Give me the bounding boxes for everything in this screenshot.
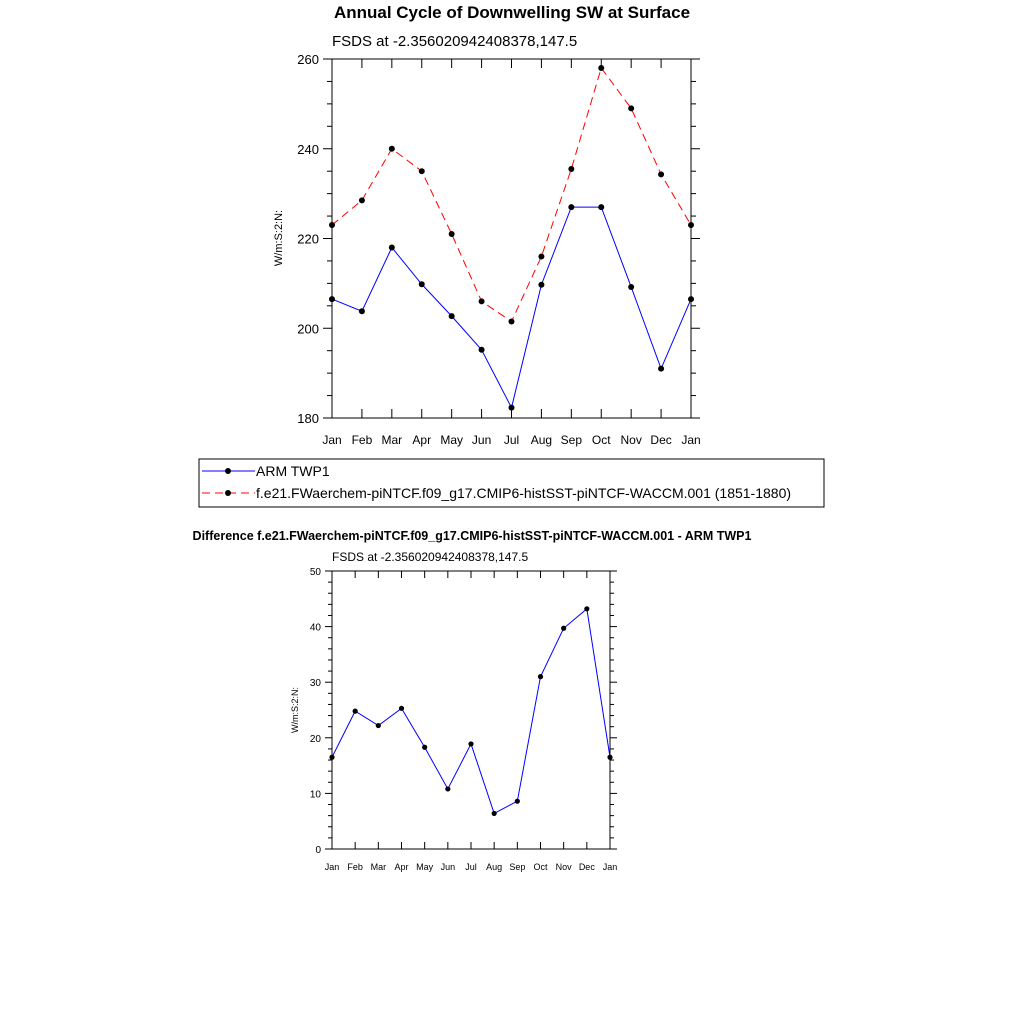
chart1-xtick-label: Dec <box>650 433 672 447</box>
chart1-plot-area <box>297 52 700 447</box>
chart2-series-0-point <box>607 755 612 760</box>
chart2-xtick-label: Oct <box>533 862 548 872</box>
chart2-series-0-point <box>422 745 427 750</box>
chart2-series-0-point <box>353 709 358 714</box>
chart2-ytick-label: 50 <box>309 567 321 578</box>
chart1-series-1-point <box>509 319 515 325</box>
chart1-series-1-point <box>658 171 664 177</box>
chart2-xtick-label: Mar <box>370 862 387 872</box>
chart1-series-0-point <box>688 296 694 302</box>
chart2-title: Difference f.e21.FWaerchem-piNTCF.f09_g17.CMIP6-histSST-piNTCF-WACCM.001 - ARM TWP1 <box>192 529 752 543</box>
chart2-plot-area <box>310 567 617 872</box>
chart1-frame <box>332 59 691 418</box>
chart1-series-0-point <box>538 282 544 288</box>
chart1-xtick-label: Apr <box>412 433 432 447</box>
chart2-xtick-label: Nov <box>555 862 572 872</box>
chart1-series-0-point <box>628 284 634 290</box>
chart1-xtick-label: Sep <box>560 433 583 447</box>
chart2-series-0-line <box>332 609 610 814</box>
chart1-ytick-label: 180 <box>297 411 319 426</box>
chart1-series-1-point <box>389 146 395 152</box>
chart1-xtick-label: Mar <box>381 433 403 447</box>
chart1-series-1-point <box>628 105 634 111</box>
chart1-ytick-label: 260 <box>297 52 319 67</box>
chart2-ylabel: W/m:S:2:N: <box>290 686 300 734</box>
chart2-series-0-point <box>561 626 566 631</box>
chart1-xtick-label: Jan <box>681 433 701 447</box>
chart1-series-0-point <box>329 296 335 302</box>
chart1-series-0-point <box>509 405 515 411</box>
chart1-xtick-label: May <box>440 433 464 447</box>
chart2-ytick-label: 0 <box>315 845 321 856</box>
chart2-xtick-label: May <box>416 862 434 872</box>
chart2-xtick-label: Apr <box>394 862 409 872</box>
chart1-xtick-label: Nov <box>620 433 642 447</box>
chart2-series-0-point <box>376 723 381 728</box>
chart2-ytick-label: 30 <box>309 678 321 690</box>
chart2-series-0-point <box>584 606 589 611</box>
legend-label-arm: ARM TWP1 <box>256 463 330 479</box>
chart1-series-0-point <box>658 366 664 372</box>
chart1-series-0-point <box>449 313 455 319</box>
chart2-xtick-label: Aug <box>486 862 503 872</box>
chart2-series-0-point <box>445 786 450 791</box>
chart1-series-1-point <box>329 222 335 228</box>
chart1-series-0-point <box>359 308 365 314</box>
chart2-series-0-point <box>329 755 334 760</box>
chart2-xtick-label: Jul <box>465 862 477 872</box>
chart2-subtitle: FSDS at -2.356020942408378,147.5 <box>332 550 529 564</box>
chart1-xtick-label: Aug <box>530 433 553 447</box>
chart1-series-0-point <box>419 281 425 287</box>
chart2-series-0-point <box>515 799 520 804</box>
chart1-ytick-label: 240 <box>297 141 319 157</box>
chart2-xtick-label: Feb <box>347 862 363 872</box>
chart1-series-0-point <box>479 347 485 353</box>
chart1-xtick-label: Jul <box>503 433 520 447</box>
chart1-xtick-label: Jan <box>322 433 342 447</box>
chart1-xtick-label: Oct <box>591 433 611 447</box>
chart1-legend <box>199 459 824 507</box>
chart1-series-1-point <box>449 231 455 237</box>
chart1-series-0-point <box>568 204 574 210</box>
legend-marker-model <box>225 490 231 496</box>
chart1-series-1-point <box>359 197 365 203</box>
chart2-ytick-label: 40 <box>309 622 321 634</box>
chart2-xtick-label: Sep <box>509 862 526 872</box>
chart2-series-0-point <box>538 674 543 679</box>
chart1-series-1-point <box>688 222 694 228</box>
chart1-series-0-point <box>598 204 604 210</box>
chart2-series-0-point <box>468 741 473 746</box>
chart2-xtick-label: Jun <box>440 862 456 872</box>
chart2-xtick-label: Dec <box>578 862 595 872</box>
chart1-series-0-line <box>332 207 691 408</box>
chart2-ytick-label: 20 <box>309 733 321 745</box>
chart2-xtick-label: Jan <box>324 862 340 872</box>
legend-marker-arm <box>225 468 231 474</box>
chart1-ytick-label: 220 <box>297 231 319 247</box>
chart2-xtick-label: Jan <box>602 862 618 872</box>
chart1-title: Annual Cycle of Downwelling SW at Surface <box>333 3 691 22</box>
chart1-series-1-line <box>332 68 691 322</box>
chart1-series-1-point <box>479 298 485 304</box>
chart1-series-1-point <box>538 253 544 259</box>
chart1-xtick-label: Feb <box>351 433 373 447</box>
chart1-series-1-point <box>568 166 574 172</box>
chart2-series-0-point <box>399 706 404 711</box>
chart2-ytick-label: 10 <box>309 789 321 801</box>
chart1-series-1-point <box>598 65 604 71</box>
chart1-subtitle: FSDS at -2.356020942408378,147.5 <box>332 33 578 50</box>
chart1-ytick-label: 200 <box>297 321 319 337</box>
chart1-ylabel: W/m:S:2:N: <box>273 209 285 267</box>
chart1-series-1-point <box>419 168 425 174</box>
chart2-frame <box>332 571 610 849</box>
chart2-series-0-point <box>492 811 497 816</box>
chart1-xtick-label: Jun <box>471 433 492 447</box>
chart1-series-0-point <box>389 244 395 250</box>
legend-label-model: f.e21.FWaerchem-piNTCF.f09_g17.CMIP6-histSST-piNTCF-WACCM.001 (1851-1880) <box>256 485 792 501</box>
